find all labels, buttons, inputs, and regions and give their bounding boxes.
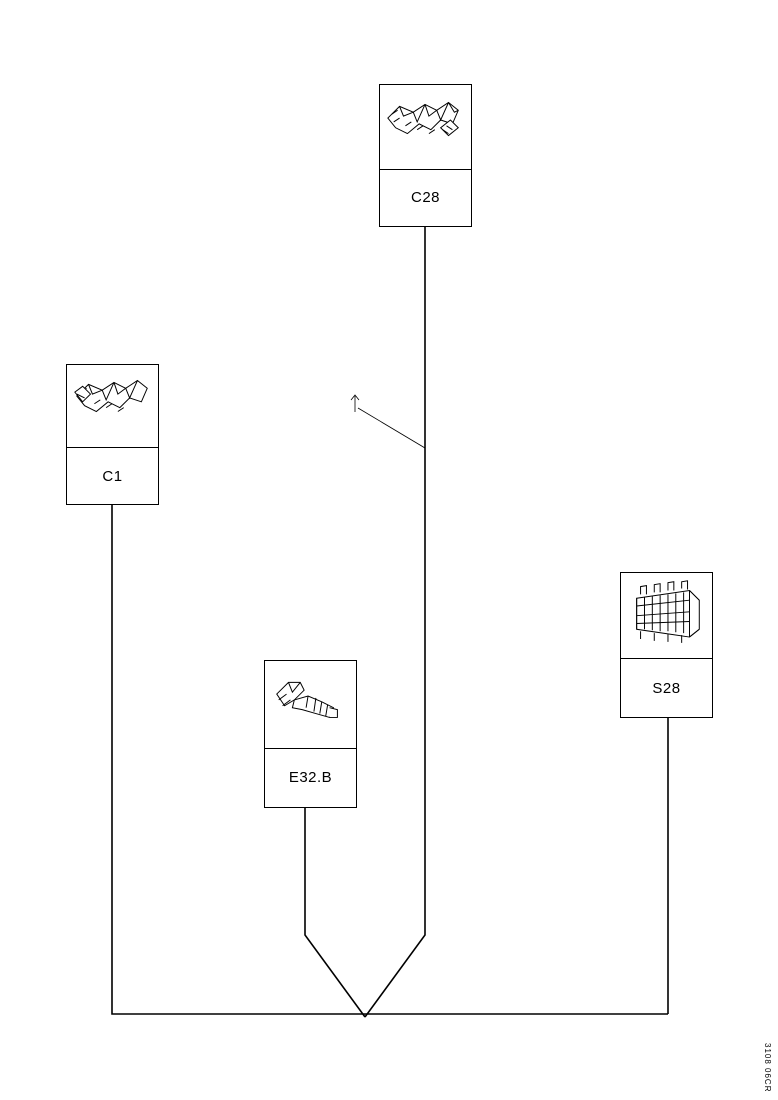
connector-label-c28: C28 bbox=[410, 189, 441, 207]
wire-c1-bus bbox=[112, 505, 668, 1014]
connector-node-e32b[interactable] bbox=[264, 660, 357, 808]
connector-eyelet-icon bbox=[265, 661, 356, 749]
connector-node-c1[interactable] bbox=[66, 364, 159, 505]
connector-blade-icon bbox=[380, 85, 471, 170]
wire-e32b-junction bbox=[305, 808, 365, 1017]
connector-block-icon bbox=[621, 573, 712, 659]
leader-arrow bbox=[358, 408, 425, 448]
wire-c28-junction bbox=[365, 227, 425, 1017]
connector-label-c1: C1 bbox=[102, 467, 123, 485]
connector-node-c28[interactable] bbox=[379, 84, 472, 227]
connector-node-s28[interactable] bbox=[620, 572, 713, 718]
drawing-code: 3108 06CR bbox=[763, 1042, 772, 1092]
connector-label-s28: S28 bbox=[652, 679, 681, 697]
connector-blade-icon bbox=[67, 365, 158, 448]
leader-tick-icon bbox=[351, 395, 359, 412]
connector-label-e32b: E32.B bbox=[288, 769, 333, 787]
